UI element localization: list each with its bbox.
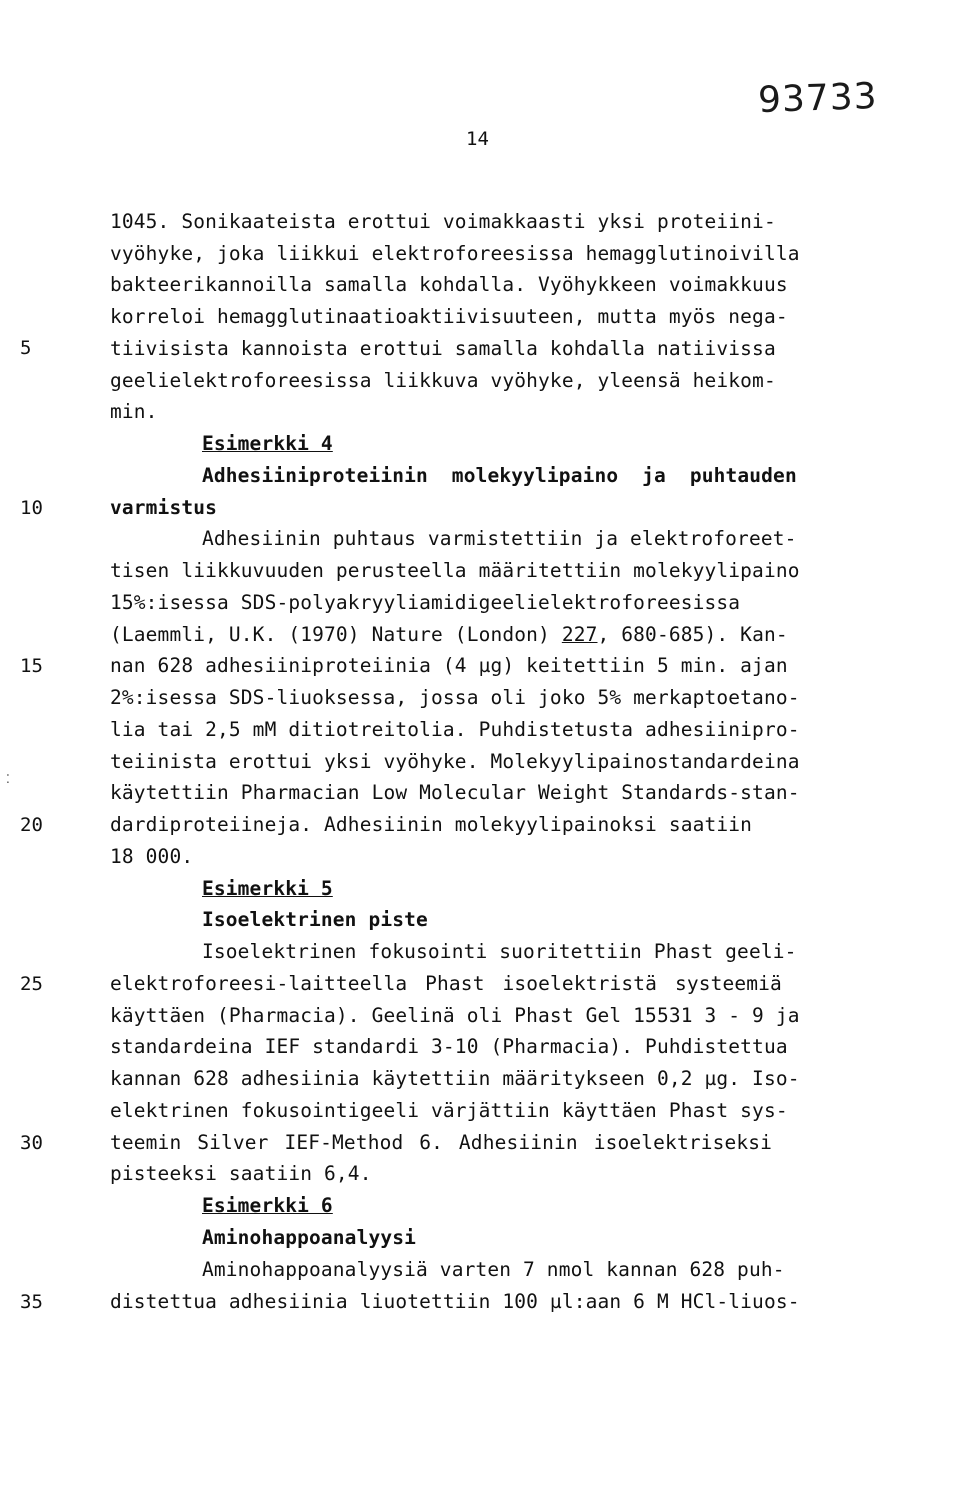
text-line: teemin Silver IEF-Method 6. Adhesiinin isoelektriseksi: [110, 1131, 773, 1154]
section-heading-esimerkki-4: Esimerkki 4: [202, 432, 333, 455]
text-line: bakteerikannoilla samalla kohdalla. Vyöhykkeen voimakkuus: [110, 273, 788, 296]
citation-pages: , 680-685). Kan-: [597, 623, 788, 646]
margin-line-number: 20: [20, 814, 43, 836]
margin-line-number: 5: [20, 337, 32, 359]
text-line: lia tai 2,5 mM ditiotreitolia. Puhdistetusta adhesiinipro-: [110, 718, 800, 741]
citation-text: (Laemmli, U.K. (1970) Nature (London): [110, 623, 562, 646]
text-line: korreloi hemagglutinaatioaktiivisuuteen, mutta myös nega-: [110, 305, 788, 328]
section-heading-esimerkki-5: Esimerkki 5: [202, 877, 333, 900]
margin-line-number: 25: [20, 973, 43, 995]
section-title: Aminohappoanalyysi: [202, 1226, 417, 1249]
text-line: min.: [110, 400, 158, 423]
text-line: elektroforeesi-laitteella Phast isoelektristä systeemiä: [110, 972, 782, 995]
margin-line-number: 30: [20, 1132, 43, 1154]
text-line: Aminohappoanalyysiä varten 7 nmol kannan 628 puh-: [202, 1258, 785, 1281]
section-title-continued: varmistus: [110, 496, 218, 519]
text-line-citation: [110, 623, 788, 647]
text-line: 1045. Sonikaateista erottui voimakkaasti yksi proteiini-: [110, 210, 776, 233]
section-title: Adhesiiniproteiinin molekyylipaino ja puhtauden: [202, 464, 797, 487]
margin-line-number: 15: [20, 655, 43, 677]
text-line: pisteeksi saatiin 6,4.: [110, 1162, 372, 1185]
text-line: geelielektroforeesissa liikkuva vyöhyke, yleensä heikom-: [110, 369, 776, 392]
text-line: teiinista erottui yksi vyöhyke. Molekyylipainostandardeina: [110, 750, 800, 773]
text-line: vyöhyke, joka liikkui elektroforeesissa hemagglutinoivilla: [110, 242, 800, 265]
text-line: 18 000.: [110, 845, 194, 868]
text-line: tisen liikkuvuuden perusteella määritettiin molekyylipaino: [110, 559, 800, 582]
text-line: kannan 628 adhesiinia käytettiin määritykseen 0,2 µg. Iso-: [110, 1067, 800, 1090]
text-line: Adhesiinin puhtaus varmistettiin ja elektroforeet-: [202, 527, 797, 550]
text-line: tiivisista kannoista erottui samalla kohdalla natiivissa: [110, 337, 776, 360]
text-line: nan 628 adhesiiniproteiinia (4 µg) keitettiin 5 min. ajan: [110, 654, 788, 677]
section-title: Isoelektrinen piste: [202, 908, 428, 931]
text-line: standardeina IEF standardi 3-10 (Pharmacia). Puhdistettua: [110, 1035, 788, 1058]
text-line: käyttäen (Pharmacia). Geelinä oli Phast Gel 15531 3 - 9 ja: [110, 1004, 800, 1027]
text-line: dardiproteiineja. Adhesiinin molekyylipainoksi saatiin: [110, 813, 753, 836]
handwritten-document-number: 93733: [757, 75, 879, 122]
text-line: käytettiin Pharmacian Low Molecular Weight Standards-stan-: [110, 781, 800, 804]
text-line: Isoelektrinen fokusointi suoritettiin Phast geeli-: [202, 940, 797, 963]
margin-line-number: 10: [20, 497, 43, 519]
text-line: elektrinen fokusointigeeli värjättiin käyttäen Phast sys-: [110, 1099, 788, 1122]
text-line: 2%:isessa SDS-liuoksessa, jossa oli joko 5% merkaptoetano-: [110, 686, 800, 709]
text-line: distettua adhesiinia liuotettiin 100 µl:aan 6 M HCl-liuos-: [110, 1290, 800, 1313]
page-number: 14: [466, 128, 489, 150]
margin-line-number: 35: [20, 1291, 43, 1313]
scan-speck: ⁚: [6, 772, 10, 786]
citation-volume: 227: [561, 623, 598, 646]
section-heading-esimerkki-6: Esimerkki 6: [202, 1194, 333, 1217]
text-line: 15%:isessa SDS-polyakryyliamidigeelielektroforeesissa: [110, 591, 741, 614]
